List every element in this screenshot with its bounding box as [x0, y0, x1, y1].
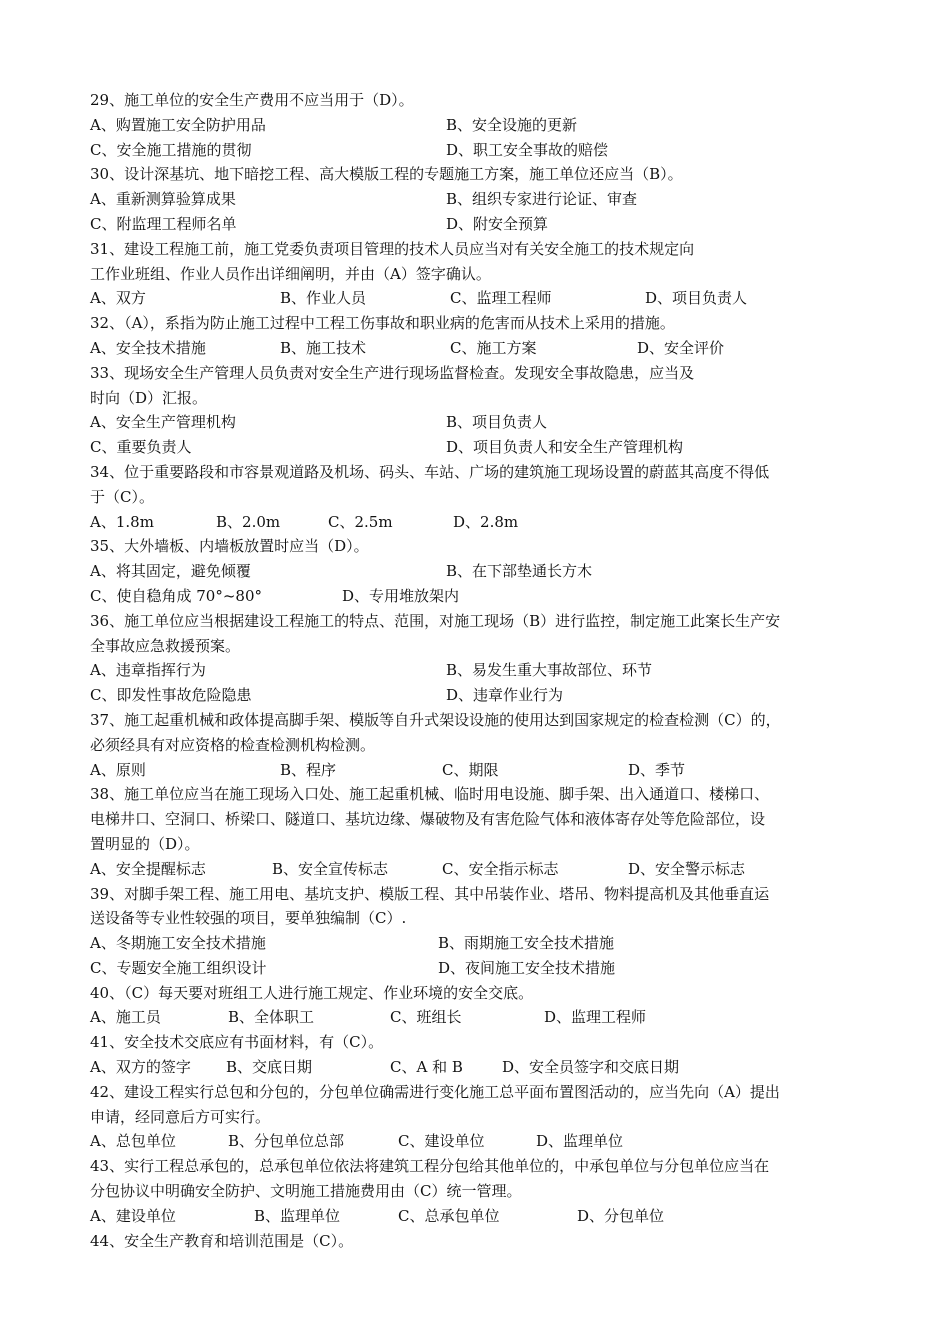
question-text: [90, 782, 865, 807]
question-line: 32、（A），系指为防止施工过程中工程工伤事故和职业病的危害而从技术上采用的措施。: [90, 314, 675, 333]
option-d: D、职工安全事故的赔偿: [446, 140, 609, 159]
option-row: [90, 1005, 865, 1030]
option-c: C、总承包单位: [398, 1206, 500, 1225]
option-b: B、全体职工: [228, 1008, 315, 1027]
option-b: B、交底日期: [226, 1058, 313, 1077]
document-page: [90, 88, 865, 1253]
option-b: B、程序: [280, 760, 337, 779]
question-line: 全事故应急救援预案。: [90, 636, 241, 655]
option-row: [90, 559, 865, 584]
option-c: C、附监理工程师名单: [90, 214, 237, 233]
question-text: [90, 386, 865, 411]
question-text: [90, 361, 865, 386]
option-b: B、施工技术: [280, 338, 367, 357]
option-row: [90, 138, 865, 163]
option-row: [90, 758, 865, 783]
question-text: [90, 832, 865, 857]
option-b: B、安全宣传标志: [272, 859, 389, 878]
question-line: 33、现场安全生产管理人员负责对安全生产进行现场监督检查。发现安全事故隐患，应当及: [90, 363, 695, 382]
option-row: [90, 956, 865, 981]
option-row: [90, 1129, 865, 1154]
option-row: [90, 187, 865, 212]
option-a: A、总包单位: [90, 1132, 176, 1151]
question-text: [90, 237, 865, 262]
question-text: [90, 460, 865, 485]
question-line: 42、建设工程实行总包和分包的，分包单位确需进行变化施工总平面布置图活动的，应当先向（A）提出: [90, 1082, 780, 1101]
option-c: C、监理工程师: [450, 289, 552, 308]
option-c: C、专题安全施工组织设计: [90, 958, 267, 977]
question-line: 工作业班组、作业人员作出详细阐明，并由（A）签字确认。: [90, 264, 491, 283]
option-c: C、建设单位: [398, 1132, 485, 1151]
option-row: [90, 113, 865, 138]
question-line: 30、设计深基坑、地下暗挖工程、高大模版工程的专题施工方案，施工单位还应当（B）。: [90, 165, 683, 184]
question-line: 40、（C）每天要对班组工人进行施工规定、作业环境的安全交底。: [90, 983, 534, 1002]
question-text: [90, 1030, 865, 1055]
question-text: [90, 88, 865, 113]
option-c: C、期限: [442, 760, 499, 779]
option-b: B、监理单位: [254, 1206, 341, 1225]
option-d: D、安全评价: [637, 338, 725, 357]
option-a: A、安全提醒标志: [90, 859, 206, 878]
option-row: [90, 510, 865, 535]
option-row: [90, 683, 865, 708]
option-d: D、2.8m: [453, 512, 519, 531]
question-line: 送设备等专业性较强的项目，要单独编制（C）.: [90, 909, 407, 928]
option-d: D、监理工程师: [544, 1008, 647, 1027]
question-text: [90, 1105, 865, 1130]
question-line: 电梯井口、空洞口、桥梁口、隧道口、基坑边缘、爆破物及有害危险气体和液体寄存处等危险部位，设: [90, 810, 766, 829]
question-line: 41、安全技术交底应有书面材料，有（C）。: [90, 1033, 384, 1052]
question-text: [90, 906, 865, 931]
option-c: C、安全指示标志: [442, 859, 559, 878]
option-a: A、原则: [90, 760, 146, 779]
option-a: A、违章指挥行为: [90, 661, 206, 680]
question-text: [90, 534, 865, 559]
option-a: A、双方的签字: [90, 1058, 191, 1077]
option-a: A、安全生产管理机构: [90, 413, 236, 432]
option-c: C、2.5m: [328, 512, 393, 531]
option-a: A、冬期施工安全技术措施: [90, 934, 266, 953]
question-text: [90, 708, 865, 733]
question-text: [90, 1229, 865, 1254]
question-line: 分包协议中明确安全防护、文明施工措施费用由（C）统一管理。: [90, 1182, 522, 1201]
question-line: 38、施工单位应当在施工现场入口处、施工起重机械、临时用电设施、脚手架、出入通道口、楼梯口、: [90, 785, 770, 804]
question-line: 35、大外墙板、内墙板放置时应当（D）。: [90, 537, 369, 556]
option-a: A、1.8m: [90, 512, 154, 531]
option-row: [90, 410, 865, 435]
option-a: A、安全技术措施: [90, 338, 206, 357]
option-d: D、分包单位: [577, 1206, 665, 1225]
option-c: C、即发性事故危险隐患: [90, 686, 252, 705]
question-line: 37、施工起重机械和政体提高脚手架、模版等自升式架设设施的使用达到国家规定的检查检测（C）的，: [90, 710, 781, 729]
option-row: [90, 584, 865, 609]
question-text: [90, 162, 865, 187]
question-text: [90, 882, 865, 907]
question-line: 44、安全生产教育和培训范围是（C）。: [90, 1231, 354, 1250]
option-row: [90, 857, 865, 882]
question-text: [90, 981, 865, 1006]
option-d: D、项目负责人: [645, 289, 748, 308]
option-b: B、分包单位总部: [228, 1132, 345, 1151]
option-row: [90, 336, 865, 361]
question-line: 时向（D）汇报。: [90, 388, 208, 407]
option-d: D、项目负责人和安全生产管理机构: [446, 438, 684, 457]
option-row: [90, 1055, 865, 1080]
question-line: 31、建设工程施工前，施工党委负责项目管理的技术人员应当对有关安全施工的技术规定向: [90, 239, 695, 258]
question-line: 36、施工单位应当根据建设工程施工的特点、范围，对施工现场（B）进行监控，制定施工此案长生产安: [90, 611, 781, 630]
question-text: [90, 1154, 865, 1179]
question-text: [90, 485, 865, 510]
option-c: C、使自稳角成 70°~80°: [90, 586, 262, 605]
option-b: B、项目负责人: [446, 413, 548, 432]
option-a: A、建设单位: [90, 1206, 176, 1225]
option-row: [90, 1204, 865, 1229]
question-line: 置明显的（D）。: [90, 834, 200, 853]
option-b: B、雨期施工安全技术措施: [438, 934, 615, 953]
option-d: D、专用堆放架内: [342, 586, 460, 605]
option-b: B、在下部垫通长方木: [446, 562, 593, 581]
option-c: C、安全施工措施的贯彻: [90, 140, 252, 159]
question-text: [90, 1179, 865, 1204]
option-c: C、施工方案: [450, 338, 537, 357]
question-line: 34、位于重要路段和市容景观道路及机场、码头、车站、广场的建筑施工现场设置的蔚蓝其高度不得低: [90, 462, 770, 481]
option-c: C、班组长: [390, 1008, 462, 1027]
option-b: B、作业人员: [280, 289, 367, 308]
option-d: D、监理单位: [536, 1132, 624, 1151]
question-line: 申请，经同意后方可实行。: [90, 1107, 271, 1126]
option-d: D、季节: [628, 760, 686, 779]
question-line: 43、实行工程总承包的，总承包单位依法将建筑工程分包给其他单位的，中承包单位与分包单位应当在: [90, 1157, 770, 1176]
option-a: A、重新测算验算成果: [90, 190, 236, 209]
question-text: [90, 609, 865, 634]
question-text: [90, 262, 865, 287]
option-a: A、双方: [90, 289, 146, 308]
question-line: 于（C）。: [90, 487, 154, 506]
option-row: [90, 212, 865, 237]
question-text: [90, 311, 865, 336]
question-text: [90, 634, 865, 659]
option-d: D、夜间施工安全技术措施: [438, 958, 616, 977]
option-c: C、A 和 B: [390, 1058, 463, 1077]
option-b: B、组织专家进行论证、审查: [446, 190, 638, 209]
question-text: [90, 1080, 865, 1105]
option-d: D、安全警示标志: [628, 859, 746, 878]
option-row: [90, 286, 865, 311]
option-c: C、重要负责人: [90, 438, 192, 457]
question-line: 39、对脚手架工程、施工用电、基坑支护、模版工程、其中吊装作业、塔吊、物料提高机及其他垂直运: [90, 884, 770, 903]
option-b: B、安全设施的更新: [446, 115, 578, 134]
question-line: 必须经具有对应资格的检查检测机构检测。: [90, 735, 376, 754]
option-row: [90, 435, 865, 460]
option-d: D、违章作业行为: [446, 686, 564, 705]
option-a: A、将其固定，避免倾覆: [90, 562, 251, 581]
question-line: 29、施工单位的安全生产费用不应当用于（D）。: [90, 91, 414, 109]
option-row: [90, 658, 865, 683]
option-row: [90, 931, 865, 956]
option-d: D、附安全预算: [446, 214, 549, 233]
option-b: B、易发生重大事故部位、环节: [446, 661, 653, 680]
option-a: A、施工员: [90, 1008, 161, 1027]
option-d: D、安全员签字和交底日期: [502, 1058, 680, 1077]
question-text: [90, 807, 865, 832]
option-a: A、购置施工安全防护用品: [90, 115, 266, 134]
option-b: B、2.0m: [216, 512, 281, 531]
question-text: [90, 733, 865, 758]
